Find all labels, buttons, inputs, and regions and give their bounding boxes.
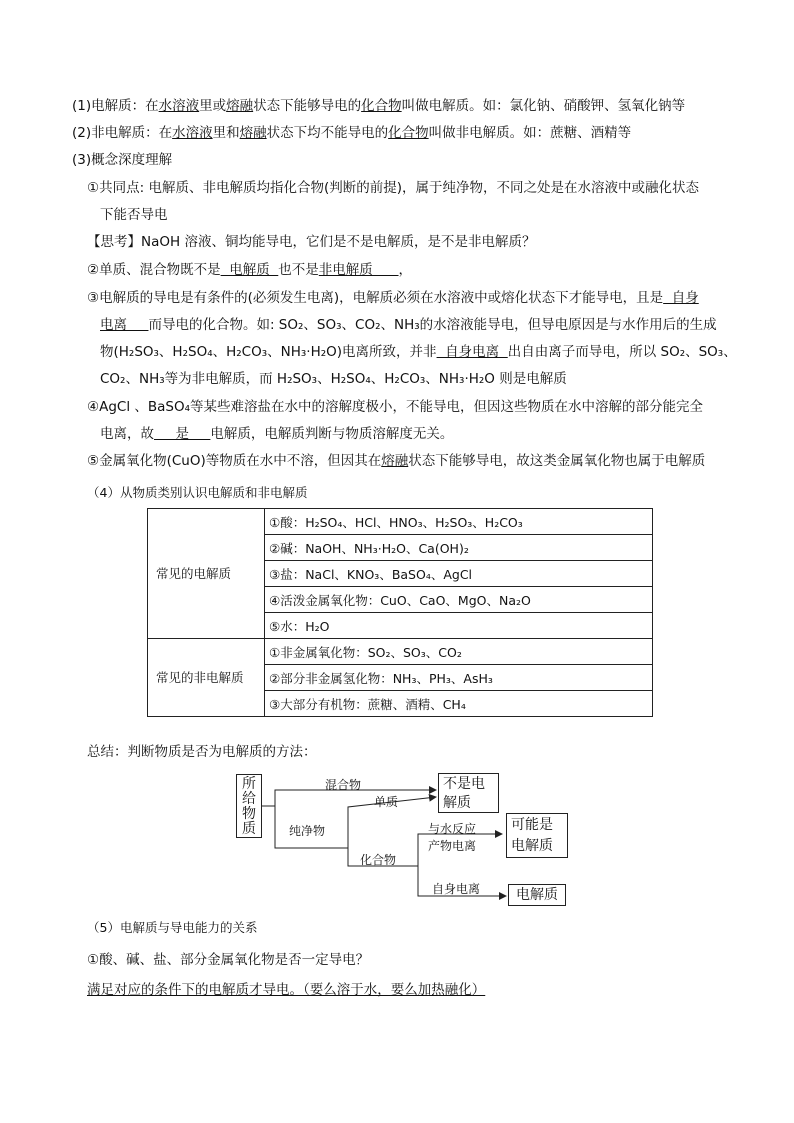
label-pure-substance: 纯净物 (289, 824, 326, 838)
table-cell: ④活泼金属氧化物：CuO、CaO、MgO、Na₂O (265, 587, 653, 613)
electrolyte-box: 电解质 (508, 884, 566, 906)
think-question: 【思考】NaOH 溶液、铜均能导电，它们是不是电解质，是不是非电解质？ (87, 234, 536, 250)
point-1-line-1: ①共同点: 电解质、非电解质均指化合物(判断的前提)，属于纯净物，不同之处是在水溶液中或融化状态 (87, 180, 699, 196)
point-5: ⑤金属氧化物(CuO)等物质在水中不溶，但因其在熔融状态下能够导电，故这类金属氧化物也属于电解质 (87, 453, 706, 469)
section-5-title: （5）电解质与导电能力的关系 (87, 920, 258, 935)
table-cell: ①酸：H₂SO₄、HCl、HNO₃、H₂SO₃、H₂CO₃ (265, 509, 653, 535)
point-3-line-4: CO₂、NH₃等为非电解质，而 H₂SO₃、H₂SO₄、H₂CO₃、NH₃·H₂O 则是电解质 (100, 371, 567, 387)
point-4-line-2: 电离，故 是 电解质，电解质判断与物质溶解度无关。 (100, 426, 454, 442)
not-electrolyte-box: 不是电解质 (438, 773, 499, 813)
point-3-line-1: ③电解质的导电是有条件的(必须发生电离)，电解质必须在水溶液中或熔化状态下才能导电，且是 自身 (87, 290, 699, 306)
question-1: ①酸、碱、盐、部分金属氧化物是否一定导电？ (87, 952, 370, 968)
label-mixture: 混合物 (325, 778, 362, 792)
table-cell: ②部分非金属氢化物：NH₃、PH₃、AsH₃ (265, 665, 653, 691)
point-3-line-3: 物(H₂SO₃、H₂SO₄、H₂CO₃、NH₃·H₂O)电离所致，并非 自身电离 出自由离子而导电，所以 SO₂、SO₃、 (100, 344, 737, 360)
non-electrolyte-category-cell: 常见的非电解质 (148, 639, 265, 717)
table-cell: ③大部分有机物：蔗糖、酒精、CH₄ (265, 691, 653, 717)
point-3-line-2: 电离 而导电的化合物。如: SO₂、SO₃、CO₂、NH₃的水溶液能导电，但导电原因是与水作用后的生成 (100, 317, 717, 333)
point-1-line-2: 下能否导电 (100, 207, 168, 223)
answer-1: 满足对应的条件下的电解质才导电。（要么溶于水，要么加热融化） (87, 982, 486, 998)
definition-electrolyte: (1)电解质：在水溶液里或熔融状态下能够导电的化合物叫做电解质。如：氯化钠、硝酸钾、氢氧化钠等 (72, 98, 686, 114)
given-substance-box: 所给物质 (236, 774, 262, 838)
section-3-title: (3)概念深度理解 (72, 152, 173, 168)
table-cell: ①非金属氧化物：SO₂、SO₃、CO₂ (265, 639, 653, 665)
point-4-line-1: ④AgCl 、BaSO₄等某些难溶盐在水中的溶解度极小，不能导电，但因这些物质在水中溶解的部分能完全 (87, 399, 704, 415)
maybe-electrolyte-box: 可能是电解质 (506, 813, 568, 858)
electrolyte-category-cell: 常见的电解质 (148, 509, 265, 639)
definition-non-electrolyte: (2)非电解质：在水溶液里和熔融状态下均不能导电的化合物叫做非电解质。如：蔗糖、酒精等 (72, 125, 632, 141)
summary-label: 总结：判断物质是否为电解质的方法： (87, 744, 317, 760)
label-element: 单质 (374, 795, 399, 809)
label-product-ionize: 产物电离 (428, 839, 477, 853)
section-4-title: （4）从物质类别认识电解质和非电解质 (87, 485, 308, 500)
label-compound: 化合物 (360, 853, 397, 867)
table-cell: ⑤水：H₂O (265, 613, 653, 639)
label-react-with-water: 与水反应 (428, 822, 477, 836)
table-cell: ③盐：NaCl、KNO₃、BaSO₄、AgCl (265, 561, 653, 587)
point-2: ②单质、混合物既不是 电解质 也不是非电解质 ， (87, 262, 413, 278)
label-self-ionize: 自身电离 (432, 882, 481, 896)
table-cell: ②碱：NaOH、NH₃·H₂O、Ca(OH)₂ (265, 535, 653, 561)
